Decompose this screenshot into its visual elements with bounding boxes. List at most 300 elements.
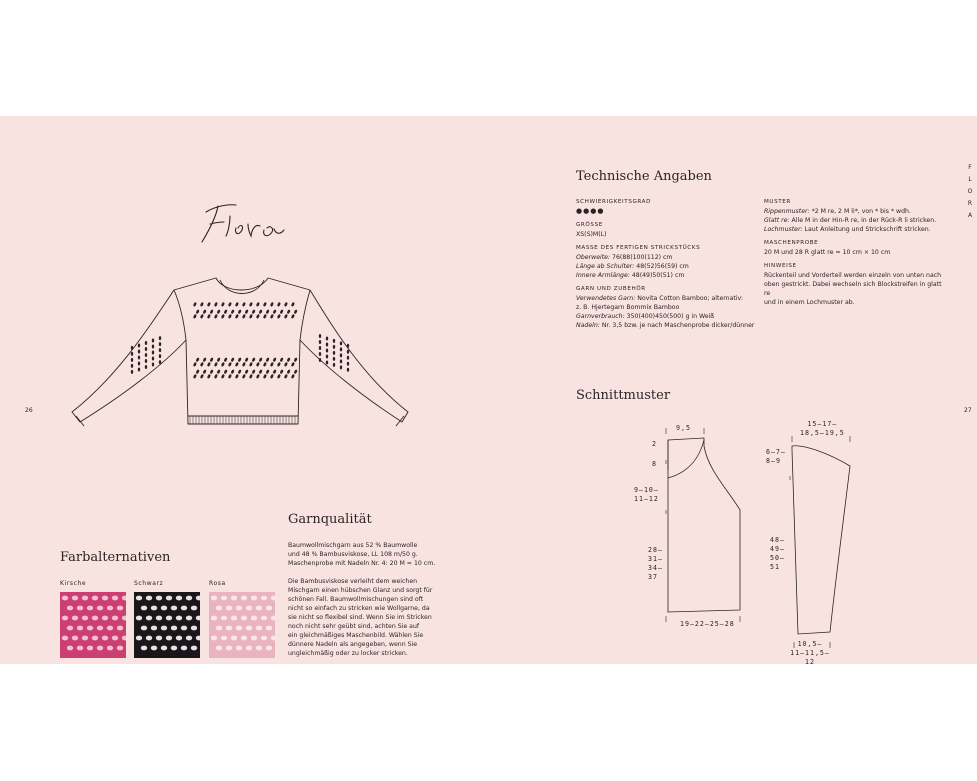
masse-value: 48(52)56(59) cm	[634, 263, 689, 270]
eyelet-mark	[245, 357, 249, 362]
swatch-eyelet	[216, 626, 222, 631]
pattern-title-script	[196, 194, 296, 254]
eyelet-mark	[245, 369, 249, 374]
sleeve-length-line: 51	[770, 563, 780, 571]
eyelet-mark	[210, 369, 214, 374]
garnqualitaet-text	[288, 541, 438, 658]
swatch-eyelet	[97, 626, 103, 631]
eyelet-mark	[200, 374, 204, 379]
garn-line: dünnere Nadeln als angegeben, wenn Sie	[288, 641, 418, 648]
eyelet-mark	[207, 314, 211, 319]
eyelet-mark	[235, 374, 239, 379]
swatch-eyelet	[171, 646, 177, 651]
swatch-eyelet	[87, 646, 93, 651]
garn-value: Nr. 3,5 bzw. je nach Maschenprobe dicker/dünner	[599, 322, 755, 329]
side-tab-letter: O	[967, 188, 973, 195]
swatch-eyelet	[226, 646, 232, 651]
sleeve-length-line: 50–	[770, 554, 785, 562]
side-length-line: 28–	[648, 546, 663, 554]
eyelet-mark	[228, 302, 232, 307]
swatch-schwarz	[134, 592, 200, 658]
garn-spacer	[288, 568, 438, 577]
garn-line: noch nicht sehr geübt sind, achten Sie auf	[288, 623, 420, 630]
eyelet-mark	[193, 362, 197, 367]
eyelet-mark	[319, 352, 321, 356]
swatch-eyelet	[156, 596, 162, 601]
swatch-eyelet	[246, 606, 252, 611]
sleeve-cap-line: 6–7–	[766, 448, 786, 456]
swatch-eyelet	[156, 636, 162, 641]
armhole-line: 9–10–	[634, 486, 659, 494]
eyelet-mark	[347, 350, 349, 354]
eyelet-mark	[347, 368, 349, 372]
swatch-label-kirsche: Kirsche	[60, 580, 87, 587]
shoulder-drop-label: 2	[652, 440, 657, 448]
schwierigkeit-label: SCHWIERIGKEITSGRAD	[576, 199, 651, 205]
swatch-eyelet	[72, 616, 78, 621]
technische-angaben-heading: Technische Angaben	[576, 169, 712, 184]
eyelet-mark	[221, 374, 225, 379]
eyelet-mark	[138, 361, 140, 365]
eyelet-mark	[159, 342, 161, 346]
side-tab-letter: R	[967, 200, 973, 207]
swatch-eyelet	[67, 646, 73, 651]
sleeve-length-line: 49–	[770, 545, 785, 553]
eyelet-mark	[326, 336, 328, 340]
masse-label: MASSE DES FERTIGEN STRICKSTÜCKS	[576, 245, 701, 251]
swatch-eyelet	[221, 636, 227, 641]
eyelet-mark	[273, 357, 277, 362]
eyelet-mark	[333, 357, 335, 361]
sleeve-cap-label	[766, 448, 786, 466]
eyelet-mark	[235, 314, 239, 319]
swatch-eyelet	[166, 616, 172, 621]
eyelet-mark	[235, 302, 239, 307]
side-tab-letter: A	[967, 212, 973, 219]
masse-line	[576, 253, 756, 262]
eyelet-mark	[231, 357, 235, 362]
swatch-eyelet	[67, 606, 73, 611]
garn-line: Baumwollmischgarn aus 52 % Baumwolle	[288, 542, 418, 549]
hinweise-line: oben gestrickt. Dabei wechseln sich Blockstreifen in glatt re	[764, 281, 942, 297]
swatch-eyelet	[261, 596, 267, 601]
garn-zubehoer-line	[576, 321, 756, 330]
eyelet-mark	[284, 302, 288, 307]
swatch-eyelet	[251, 616, 257, 621]
yarn-swatch-rosa-icon	[209, 592, 275, 658]
eyelet-mark	[252, 369, 256, 374]
eyelet-mark	[284, 314, 288, 319]
eyelet-mark	[252, 357, 256, 362]
eyelet-mark	[347, 362, 349, 366]
swatch-eyelet	[226, 626, 232, 631]
swatch-eyelet	[146, 616, 152, 621]
eyelet-mark	[221, 302, 225, 307]
eyelet-mark	[340, 359, 342, 363]
sleeve-cuff-line: 10,5–	[797, 640, 823, 648]
masse-value: 76(88)100(112) cm	[610, 254, 673, 261]
eyelet-mark	[277, 314, 281, 319]
swatch-eyelet	[107, 646, 113, 651]
swatch-eyelet	[107, 626, 113, 631]
masse-key: Oberweite:	[576, 254, 611, 261]
masse-line	[576, 262, 756, 271]
muster-value: *2 M re, 2 M li*, von * bis * wdh.	[809, 208, 911, 215]
eyelet-mark	[291, 302, 295, 307]
swatch-eyelet	[266, 626, 272, 631]
garn-key: Verwendetes Garn:	[576, 295, 636, 302]
eyelet-mark	[200, 362, 204, 367]
swatch-eyelet	[236, 646, 242, 651]
swatch-eyelet	[261, 636, 267, 641]
eyelet-mark	[152, 351, 154, 355]
eyelet-mark	[203, 369, 207, 374]
eyelet-mark	[159, 354, 161, 358]
eyelet-mark	[217, 369, 221, 374]
eyelet-mark	[245, 309, 249, 314]
swatch-label-schwarz: Schwarz	[134, 580, 164, 587]
muster-key: Lochmuster:	[764, 226, 803, 233]
swatch-eyelet	[82, 616, 88, 621]
swatch-eyelet	[246, 626, 252, 631]
garn-line: ungleichmäßig oder zu locker stricken.	[288, 650, 408, 657]
eyelet-mark	[238, 369, 242, 374]
eyelet-mark	[196, 309, 200, 314]
swatch-eyelet	[77, 626, 83, 631]
eyelet-mark	[333, 363, 335, 367]
eyelet-mark	[145, 365, 147, 369]
groesse-label: GRÖSSE	[576, 222, 603, 228]
farbalternativen-heading: Farbalternativen	[60, 550, 171, 565]
swatch-eyelet	[171, 626, 177, 631]
eyelet-mark	[221, 362, 225, 367]
swatch-eyelet	[72, 636, 78, 641]
garn-label: GARN UND ZUBEHÖR	[576, 286, 646, 292]
eyelet-mark	[287, 357, 291, 362]
eyelet-mark	[333, 345, 335, 349]
eyelet-mark	[263, 302, 267, 307]
eyelet-mark	[277, 302, 281, 307]
swatch-eyelet	[256, 646, 262, 651]
swatch-kirsche	[60, 592, 126, 658]
garn-key: Nadeln:	[576, 322, 600, 329]
eyelet-mark	[266, 309, 270, 314]
eyelet-mark	[256, 302, 260, 307]
neck-depth-label: 8	[652, 460, 657, 468]
swatch-eyelet	[102, 636, 108, 641]
swatch-eyelet	[136, 616, 142, 621]
eyelet-mark	[224, 357, 228, 362]
page-number-left: 26	[25, 407, 33, 414]
eyelet-mark	[249, 314, 253, 319]
eyelet-mark	[214, 374, 218, 379]
garn-key: Garnverbrauch:	[576, 313, 625, 320]
eyelet-mark	[270, 374, 274, 379]
swatch-eyelet	[77, 646, 83, 651]
eyelet-mark	[131, 364, 133, 368]
swatch-eyelet	[181, 606, 187, 611]
width-label: 19–22–25–28	[680, 620, 735, 628]
garn-line: und 48 % Bambusviskose, LL 108 m/50 g.	[288, 551, 418, 558]
swatch-eyelet	[161, 626, 167, 631]
side-length-line: 37	[648, 573, 658, 581]
eyelet-mark	[131, 352, 133, 356]
eyelet-mark	[152, 345, 154, 349]
eyelet-mark	[294, 357, 298, 362]
swatch-eyelet	[161, 606, 167, 611]
muster-key: Rippenmuster:	[764, 208, 810, 215]
swatch-eyelet	[216, 646, 222, 651]
schnittmuster-heading: Schnittmuster	[576, 388, 671, 403]
eyelet-mark	[333, 351, 335, 355]
eyelet-mark	[347, 356, 349, 360]
eyelet-mark	[214, 302, 218, 307]
eyelet-mark	[193, 374, 197, 379]
swatch-eyelet	[226, 606, 232, 611]
eyelet-mark	[326, 354, 328, 358]
swatch-eyelet	[62, 636, 68, 641]
swatch-eyelet	[266, 606, 272, 611]
eyelet-mark	[270, 362, 274, 367]
eyelet-mark	[277, 374, 281, 379]
swatch-eyelet	[107, 606, 113, 611]
swatch-eyelet	[102, 596, 108, 601]
sweater-drawing-icon	[62, 266, 422, 436]
eyelet-mark	[145, 359, 147, 363]
eyelet-mark	[319, 358, 321, 362]
eyelet-mark	[152, 339, 154, 343]
eyelet-mark	[203, 309, 207, 314]
garn-zubehoer-line	[576, 303, 756, 312]
side-length-line: 34–	[648, 564, 663, 572]
side-tab-letter: L	[968, 176, 972, 183]
swatch-eyelet	[62, 616, 68, 621]
sleeve-cuff-line: 12	[805, 658, 815, 666]
groesse-value: XS(S)M(L)	[576, 231, 607, 238]
eyelet-mark	[210, 309, 214, 314]
muster-key: Glatt re:	[764, 217, 790, 224]
body-pattern-icon	[630, 420, 760, 640]
eyelet-mark	[231, 369, 235, 374]
swatch-eyelet	[151, 606, 157, 611]
eyelet-mark	[326, 348, 328, 352]
garn-value: z. B. Hjertegarn Bommix Bamboo	[576, 304, 680, 311]
eyelet-mark	[263, 314, 267, 319]
neck-width-label: 9,5	[676, 424, 691, 432]
swatch-rosa	[209, 592, 275, 658]
eyelet-mark	[224, 369, 228, 374]
swatch-eyelet	[77, 606, 83, 611]
swatch-eyelet	[186, 616, 192, 621]
swatch-eyelet	[92, 636, 98, 641]
book-spread	[0, 116, 977, 664]
eyelet-mark	[210, 357, 214, 362]
masse-line	[576, 271, 756, 280]
swatch-eyelet	[112, 616, 118, 621]
eyelet-mark	[263, 362, 267, 367]
eyelet-mark	[319, 346, 321, 350]
swatch-eyelet	[191, 606, 197, 611]
eyelet-mark	[131, 370, 133, 374]
swatch-eyelet	[236, 626, 242, 631]
page-number-right: 27	[964, 407, 972, 414]
swatch-eyelet	[97, 606, 103, 611]
eyelet-mark	[200, 314, 204, 319]
eyelet-mark	[235, 362, 239, 367]
eyelet-mark	[277, 362, 281, 367]
garn-value: Novita Cotton Bamboo; alternativ:	[635, 295, 743, 302]
swatch-eyelet	[261, 616, 267, 621]
eyelet-mark	[138, 355, 140, 359]
eyelet-mark	[249, 302, 253, 307]
swatch-eyelet	[87, 626, 93, 631]
swatch-eyelet	[161, 646, 167, 651]
masse-value: 48(49)50(51) cm	[629, 272, 685, 279]
swatch-eyelet	[221, 616, 227, 621]
eyelet-mark	[131, 346, 133, 350]
eyelet-mark	[231, 309, 235, 314]
armhole-label	[634, 486, 659, 504]
maschenprobe-label: MASCHENPROBE	[764, 240, 819, 246]
swatch-eyelet	[216, 606, 222, 611]
eyelet-mark	[326, 342, 328, 346]
eyelet-mark	[242, 362, 246, 367]
spec-column-right	[764, 198, 944, 307]
swatch-eyelet	[87, 606, 93, 611]
eyelet-mark	[159, 360, 161, 364]
eyelet-mark	[138, 349, 140, 353]
eyelet-mark	[152, 357, 154, 361]
garn-zubehoer-line	[576, 312, 756, 321]
garn-line: ein gleichmäßiges Maschenbild. Wählen Sie	[288, 632, 424, 639]
swatch-eyelet	[256, 606, 262, 611]
flora-signature-icon	[196, 194, 296, 254]
swatch-eyelet	[176, 636, 182, 641]
swatch-eyelet	[67, 626, 73, 631]
masse-key: Länge ab Schulter:	[576, 263, 635, 270]
yarn-swatch-schwarz-icon	[134, 592, 200, 658]
eyelet-mark	[259, 369, 263, 374]
swatch-label-rosa: Rosa	[209, 580, 226, 587]
swatch-eyelet	[211, 596, 217, 601]
swatch-eyelet	[191, 646, 197, 651]
eyelet-mark	[238, 357, 242, 362]
swatch-eyelet	[231, 596, 237, 601]
eyelet-mark	[340, 353, 342, 357]
swatch-eyelet	[166, 636, 172, 641]
hinweise-line: Rückenteil und Vorderteil werden einzeln von unten nach	[764, 272, 942, 279]
schnittmuster-sleeve-diagram	[764, 416, 864, 666]
eyelet-mark	[152, 363, 154, 367]
eyelet-mark	[294, 369, 298, 374]
swatch-eyelet	[181, 626, 187, 631]
side-tab-letter: F	[968, 164, 972, 171]
swatch-eyelet	[136, 636, 142, 641]
eyelet-mark	[284, 374, 288, 379]
eyelet-mark	[249, 362, 253, 367]
schnittmuster-body-diagram	[630, 420, 760, 640]
garn-line: sie nicht so flexibel sind. Wenn Sie im Stricken	[288, 614, 432, 621]
hinweise-label: HINWEISE	[764, 263, 797, 269]
eyelet-mark	[228, 362, 232, 367]
eyelet-mark	[287, 309, 291, 314]
eyelet-mark	[242, 314, 246, 319]
eyelet-mark	[238, 309, 242, 314]
sleeve-top-label	[800, 420, 845, 438]
swatch-eyelet	[181, 646, 187, 651]
armhole-line: 11–12	[634, 495, 659, 503]
eyelet-mark	[145, 347, 147, 351]
swatch-eyelet	[186, 636, 192, 641]
swatch-eyelet	[102, 616, 108, 621]
eyelet-mark	[207, 362, 211, 367]
eyelet-mark	[242, 374, 246, 379]
swatch-eyelet	[72, 596, 78, 601]
side-length-label	[648, 546, 663, 582]
eyelet-mark	[263, 374, 267, 379]
swatch-eyelet	[221, 596, 227, 601]
side-tab-letters	[964, 162, 976, 222]
sleeve-cuff-label	[790, 640, 830, 667]
swatch-eyelet	[117, 606, 123, 611]
eyelet-mark	[326, 360, 328, 364]
eyelet-mark	[249, 374, 253, 379]
eyelet-mark	[259, 357, 263, 362]
schwierigkeit-value: ●●●●	[576, 207, 605, 215]
spec-column-left	[576, 198, 756, 330]
eyelet-mark	[224, 309, 228, 314]
eyelet-mark	[280, 369, 284, 374]
swatch-eyelet	[246, 646, 252, 651]
eyelet-mark	[319, 334, 321, 338]
swatch-eyelet	[176, 616, 182, 621]
yarn-swatch-kirsche-icon	[60, 592, 126, 658]
sleeve-cuff-line: 11–11,5–	[790, 649, 830, 657]
sleeve-cap-line: 8–9	[766, 457, 781, 465]
eyelet-mark	[145, 341, 147, 345]
sleeve-top-line: 15–17–	[807, 420, 838, 428]
swatch-eyelet	[146, 636, 152, 641]
eyelet-mark	[273, 309, 277, 314]
swatch-eyelet	[151, 626, 157, 631]
eyelet-mark	[340, 365, 342, 369]
swatch-eyelet	[176, 596, 182, 601]
eyelet-mark	[291, 362, 295, 367]
swatch-eyelet	[117, 646, 123, 651]
hinweise-line: und in einem Lochmuster ab.	[764, 299, 855, 306]
garn-line: Mischgarn einen hübschen Glanz und sorgt für	[288, 587, 433, 594]
eyelet-mark	[291, 374, 295, 379]
swatch-eyelet	[241, 636, 247, 641]
garn-line: Maschenprobe mit Nadeln Nr. 4: 20 M = 10 cm.	[288, 560, 436, 567]
eyelet-mark	[266, 369, 270, 374]
swatch-eyelet	[186, 596, 192, 601]
garn-line: schönen Fall. Baumwollmischungen sind oft	[288, 596, 424, 603]
eyelet-mark	[193, 302, 197, 307]
eyelet-mark	[273, 369, 277, 374]
muster-value: Alle M in der Hin-R re, in der Rück-R li stricken.	[789, 217, 937, 224]
eyelet-mark	[214, 362, 218, 367]
swatch-eyelet	[82, 596, 88, 601]
muster-line	[764, 216, 944, 225]
swatch-eyelet	[266, 646, 272, 651]
swatch-eyelet	[156, 616, 162, 621]
eyelet-mark	[291, 314, 295, 319]
eyelet-mark	[252, 309, 256, 314]
swatch-eyelet	[141, 646, 147, 651]
eyelet-mark	[131, 358, 133, 362]
muster-line	[764, 225, 944, 234]
